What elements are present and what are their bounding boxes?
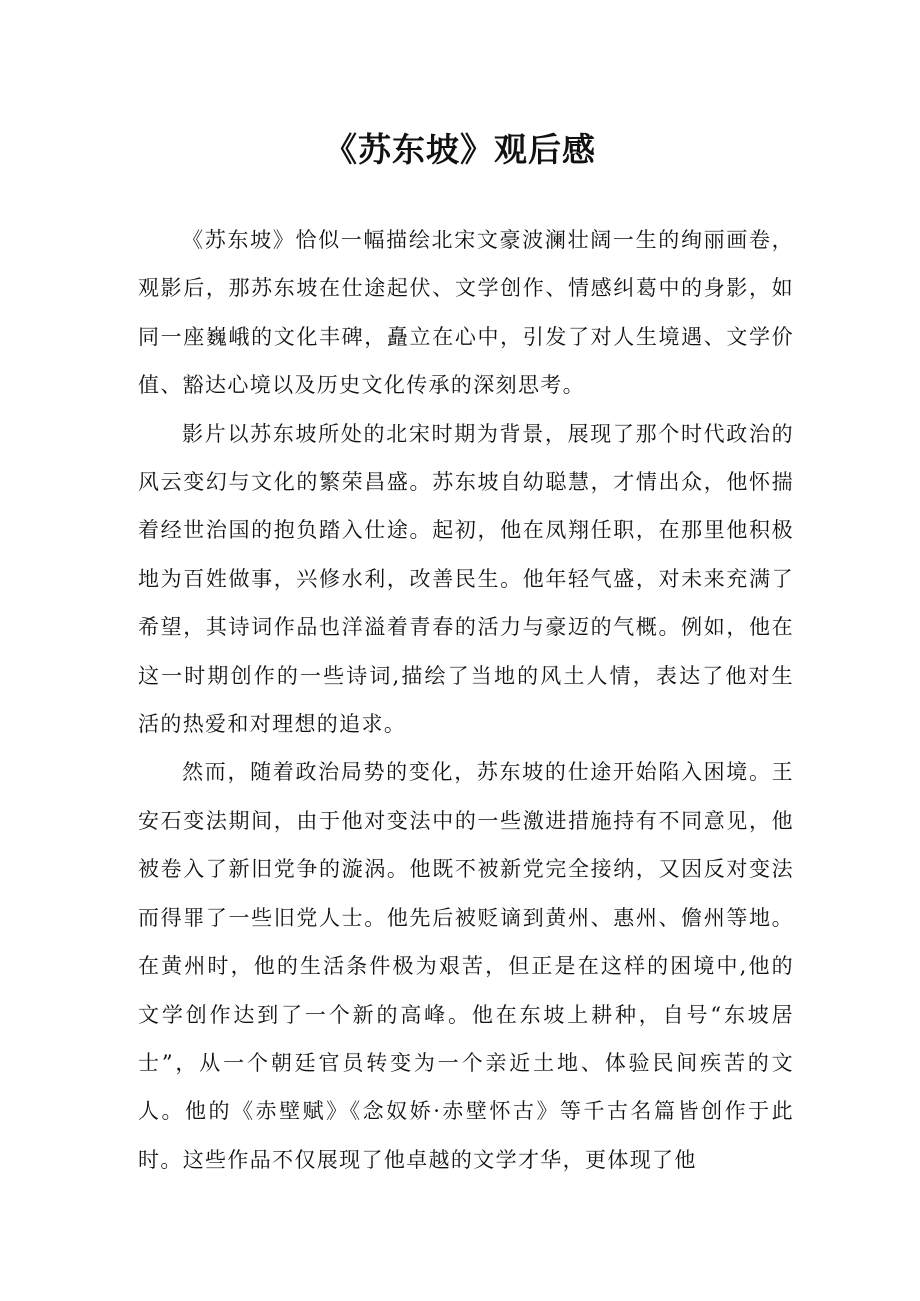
paragraph-1: 《苏东坡》恰似一幅描绘北宋文豪波澜壮阔一生的绚丽画卷，观影后，那苏东坡在仕途起伏、文学创作、情感纠葛中的身影，如同一座巍峨的文化丰碑，矗立在心中，引发了对人生境遇、文学价值、豁达心境以及历史文化传承的深刻思考。 xyxy=(138,228,794,398)
paragraph-3: 然而，随着政治局势的变化，苏东坡的仕途开始陷入困境。王安石变法期间，由于他对变法中的一些激进措施持有不同意见，他被卷入了新旧党争的漩涡。他既不被新党完全接纳，又因反对变法而得罪了一些旧党人士。他先后被贬谪到黄州、惠州、儋州等地。在黄州时，他的生活条件极为艰苦，但正是在这样的困境中,他的文学创作达到了一个新的高峰。他在东坡上耕种，自号“东坡居士”，从一个朝廷官员转变为一个亲近土地、体验民间疾苦的文人。他的《赤壁赋》《念奴娇·赤壁怀古》等千古名篇皆创作于此时。这些作品不仅展现了他卓越的文学才华，更体现了他 xyxy=(138,760,794,1172)
paragraph-2: 影片以苏东坡所处的北宋时期为背景，展现了那个时代政治的风云变幻与文化的繁荣昌盛。苏东坡自幼聪慧，才情出众，他怀揣着经世治国的抱负踏入仕途。起初，他在凤翔任职，在那里他积极地为百姓做事，兴修水利，改善民生。他年轻气盛，对未来充满了希望，其诗词作品也洋溢着青春的活力与豪迈的气概。例如，他在这一时期创作的一些诗词,描绘了当地的风土人情，表达了他对生活的热爱和对理想的追求。 xyxy=(138,421,794,737)
document-title: 《苏东坡》观后感 xyxy=(324,130,596,169)
document-body xyxy=(138,216,794,1184)
